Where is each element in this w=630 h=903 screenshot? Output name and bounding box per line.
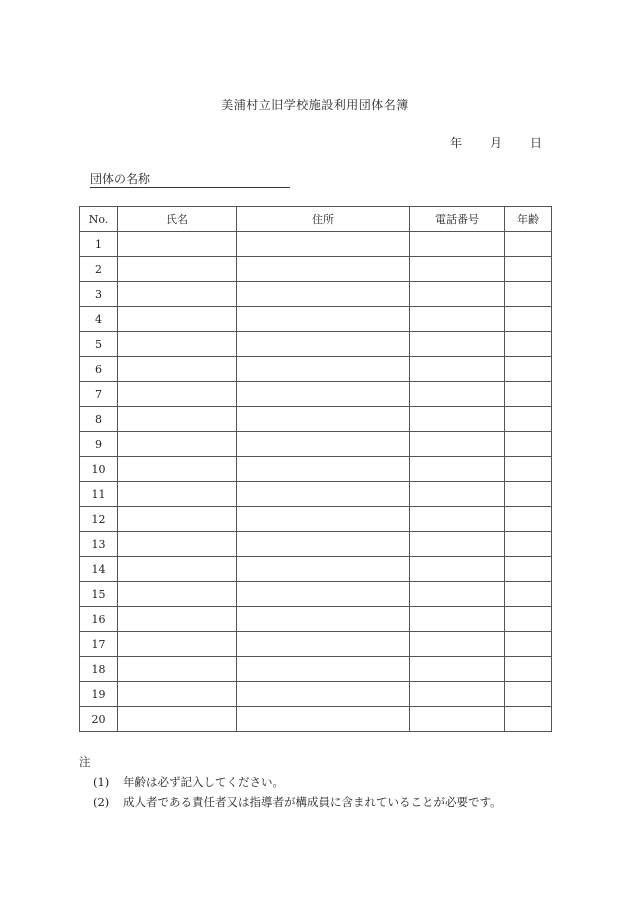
row-number-cell: 9 [80, 432, 118, 457]
table-row [80, 257, 552, 282]
row-number-cell: 18 [80, 657, 118, 682]
row-number-cell: 3 [80, 282, 118, 307]
table-row [80, 682, 552, 707]
address-cell[interactable] [237, 482, 410, 507]
age-cell[interactable] [505, 332, 552, 357]
table-row [80, 607, 552, 632]
phone-cell[interactable] [410, 357, 505, 382]
address-cell[interactable] [237, 432, 410, 457]
name-cell[interactable] [118, 607, 237, 632]
phone-cell[interactable] [410, 632, 505, 657]
row-number-cell: 11 [80, 482, 118, 507]
note-text: 年齢は必ず記入してください。 [123, 775, 284, 789]
address-cell[interactable] [237, 457, 410, 482]
address-cell[interactable] [237, 232, 410, 257]
note-text: 成人者である責任者又は指導者が構成員に含まれていることが必要です。 [123, 795, 502, 809]
age-cell[interactable] [505, 582, 552, 607]
table-row [80, 232, 552, 257]
age-cell[interactable] [505, 707, 552, 732]
phone-cell[interactable] [410, 457, 505, 482]
name-cell[interactable] [118, 332, 237, 357]
table-row [80, 707, 552, 732]
table-row [80, 382, 552, 407]
date-line [450, 134, 542, 151]
phone-cell[interactable] [410, 382, 505, 407]
phone-cell[interactable] [410, 582, 505, 607]
address-cell[interactable] [237, 507, 410, 532]
note-item [79, 792, 502, 812]
table-row [80, 457, 552, 482]
table-row [80, 307, 552, 332]
phone-cell[interactable] [410, 607, 505, 632]
date-day: 日 [530, 136, 543, 150]
name-cell[interactable] [118, 482, 237, 507]
name-cell[interactable] [118, 232, 237, 257]
age-cell[interactable] [505, 482, 552, 507]
age-cell[interactable] [505, 632, 552, 657]
header-address: 住所 [237, 207, 410, 232]
address-cell[interactable] [237, 307, 410, 332]
phone-cell[interactable] [410, 507, 505, 532]
row-number-cell: 6 [80, 357, 118, 382]
phone-cell[interactable] [410, 307, 505, 332]
phone-cell[interactable] [410, 657, 505, 682]
name-cell[interactable] [118, 257, 237, 282]
address-cell[interactable] [237, 632, 410, 657]
name-cell[interactable] [118, 507, 237, 532]
name-cell[interactable] [118, 457, 237, 482]
age-cell[interactable] [505, 307, 552, 332]
row-number-cell: 8 [80, 407, 118, 432]
phone-cell[interactable] [410, 682, 505, 707]
organization-name-field [90, 170, 290, 188]
phone-cell[interactable] [410, 407, 505, 432]
table-row [80, 282, 552, 307]
address-cell[interactable] [237, 582, 410, 607]
row-number-cell: 12 [80, 507, 118, 532]
age-cell[interactable] [505, 357, 552, 382]
age-cell[interactable] [505, 532, 552, 557]
document-title: 美浦村立旧学校施設利用団体名簿 [221, 98, 409, 112]
row-number-cell: 17 [80, 632, 118, 657]
note-item [79, 772, 502, 792]
age-cell[interactable] [505, 557, 552, 582]
table-header-row [80, 207, 552, 232]
address-cell[interactable] [237, 407, 410, 432]
name-cell[interactable] [118, 557, 237, 582]
name-cell[interactable] [118, 582, 237, 607]
header-age: 年齢 [505, 207, 552, 232]
header-name: 氏名 [118, 207, 237, 232]
address-cell[interactable] [237, 707, 410, 732]
address-cell[interactable] [237, 532, 410, 557]
phone-cell[interactable] [410, 432, 505, 457]
address-cell[interactable] [237, 282, 410, 307]
table-row [80, 582, 552, 607]
phone-cell[interactable] [410, 332, 505, 357]
name-cell[interactable] [118, 532, 237, 557]
phone-cell[interactable] [410, 282, 505, 307]
table-row [80, 557, 552, 582]
organization-name-label: 団体の名称 [90, 172, 151, 186]
address-cell[interactable] [237, 332, 410, 357]
phone-cell[interactable] [410, 232, 505, 257]
table-row [80, 332, 552, 357]
table-row [80, 532, 552, 557]
note-number: (1) [93, 775, 110, 789]
header-phone: 電話番号 [410, 207, 505, 232]
row-number-cell: 20 [80, 707, 118, 732]
age-cell[interactable] [505, 232, 552, 257]
row-number-cell: 14 [80, 557, 118, 582]
table-row [80, 657, 552, 682]
phone-cell[interactable] [410, 482, 505, 507]
table-row [80, 432, 552, 457]
table-row [80, 507, 552, 532]
address-cell[interactable] [237, 607, 410, 632]
age-cell[interactable] [505, 257, 552, 282]
row-number-cell: 1 [80, 232, 118, 257]
phone-cell[interactable] [410, 257, 505, 282]
notes-section [79, 752, 502, 812]
name-cell[interactable] [118, 382, 237, 407]
header-no: No. [80, 207, 118, 232]
address-cell[interactable] [237, 657, 410, 682]
name-cell[interactable] [118, 307, 237, 332]
phone-cell[interactable] [410, 557, 505, 582]
name-cell[interactable] [118, 657, 237, 682]
address-cell[interactable] [237, 257, 410, 282]
notes-heading: 注 [79, 755, 91, 769]
age-cell[interactable] [505, 457, 552, 482]
name-cell[interactable] [118, 357, 237, 382]
age-cell[interactable] [505, 607, 552, 632]
age-cell[interactable] [505, 507, 552, 532]
address-cell[interactable] [237, 357, 410, 382]
row-number-cell: 15 [80, 582, 118, 607]
address-cell[interactable] [237, 682, 410, 707]
table-row [80, 482, 552, 507]
row-number-cell: 5 [80, 332, 118, 357]
row-number-cell: 7 [80, 382, 118, 407]
row-number-cell: 10 [80, 457, 118, 482]
phone-cell[interactable] [410, 532, 505, 557]
age-cell[interactable] [505, 282, 552, 307]
note-number: (2) [93, 795, 110, 809]
date-year: 年 [450, 136, 463, 150]
name-cell[interactable] [118, 432, 237, 457]
age-cell[interactable] [505, 682, 552, 707]
address-cell[interactable] [237, 557, 410, 582]
table-row [80, 407, 552, 432]
age-cell[interactable] [505, 407, 552, 432]
name-cell[interactable] [118, 407, 237, 432]
age-cell[interactable] [505, 657, 552, 682]
age-cell[interactable] [505, 432, 552, 457]
table-row [80, 632, 552, 657]
table-row [80, 357, 552, 382]
name-cell[interactable] [118, 707, 237, 732]
age-cell[interactable] [505, 382, 552, 407]
name-cell[interactable] [118, 682, 237, 707]
organization-name-blank [150, 173, 290, 188]
address-cell[interactable] [237, 382, 410, 407]
row-number-cell: 13 [80, 532, 118, 557]
row-number-cell: 19 [80, 682, 118, 707]
name-cell[interactable] [118, 282, 237, 307]
row-number-cell: 4 [80, 307, 118, 332]
phone-cell[interactable] [410, 707, 505, 732]
name-cell[interactable] [118, 632, 237, 657]
row-number-cell: 16 [80, 607, 118, 632]
row-number-cell: 2 [80, 257, 118, 282]
date-month: 月 [490, 136, 503, 150]
roster-table [79, 206, 552, 732]
